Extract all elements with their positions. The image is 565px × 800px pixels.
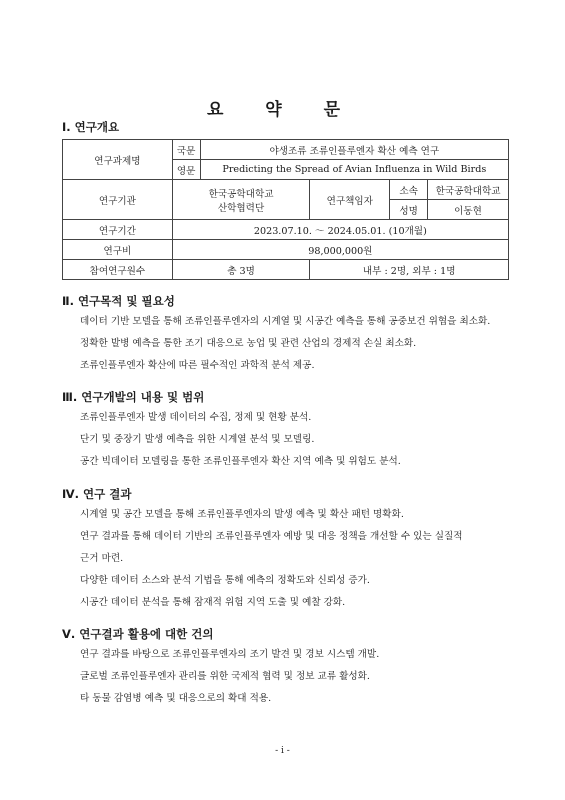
affiliation-label: 소속 (390, 180, 428, 200)
period-value: 2023.07.10. ～ 2024.05.01. (10개월) (172, 220, 508, 240)
english-title: Predicting the Spread of Avian Influenza in Wild Birds (200, 160, 508, 180)
results-line: 연구 결과를 통해 데이터 기반의 조류인플루엔자 예방 및 대응 정책을 개선할 수 있는 실질적 (80, 531, 463, 542)
institution-label: 연구기관 (63, 180, 173, 220)
results-line: 다양한 데이터 소스와 분석 기법을 통해 예측의 정확도와 신뢰성 증가. (80, 575, 370, 586)
scope-line: 조류인플루엔자 발생 데이터의 수집, 정제 및 현황 분석. (80, 412, 312, 423)
results-line: 시계열 및 공간 모델을 통해 조류인플루엔자의 발생 예측 및 확산 패턴 명확화. (80, 509, 404, 520)
institution-value-line-1: 한국공학대학교 (208, 188, 274, 200)
purpose-line: 데이터 기반 모델을 통해 조류인플루엔자의 시계열 및 시공간 예측을 통해 공중보건 위협을 최소화. (80, 316, 491, 327)
purpose-line: 조류인플루엔자 확산에 따른 필수적인 과학적 분석 제공. (80, 360, 315, 371)
page-number: - i - (275, 746, 290, 756)
affiliation-value: 한국공학대학교 (428, 180, 509, 200)
name-value: 이동현 (428, 200, 509, 220)
researchers-label: 참여연구원수 (63, 260, 173, 280)
researchers-breakdown: 내부 : 2명, 외부 : 1명 (310, 260, 509, 280)
korean-title: 야생조류 조류인플루엔자 확산 예측 연구 (200, 140, 508, 160)
section-heading-results: Ⅳ. 연구 결과 (62, 487, 132, 501)
korean-label: 국문 (172, 140, 200, 160)
section-heading-overview: Ⅰ. 연구개요 (62, 120, 120, 134)
results-line: 근거 마련. (80, 553, 124, 564)
budget-label: 연구비 (63, 240, 173, 260)
scope-line: 공간 빅데이터 모델링을 통한 조류인플루엔자 확산 지역 예측 및 위험도 분석. (80, 456, 401, 467)
english-label: 영문 (172, 160, 200, 180)
page-title: 요 약 문 (206, 100, 359, 120)
recommendation-line: 연구 결과를 바탕으로 조류인플루엔자의 조기 발견 및 경보 시스템 개발. (80, 649, 380, 660)
results-line: 시공간 데이터 분석을 통해 잠재적 위험 지역 도출 및 예찰 강화. (80, 597, 346, 608)
name-label: 성명 (390, 200, 428, 220)
scope-line: 단기 및 중장기 발생 예측을 위한 시계열 분석 및 모델링. (80, 434, 315, 445)
researchers-total: 총 3명 (172, 260, 310, 280)
section-heading-purpose: Ⅱ. 연구목적 및 필요성 (62, 294, 175, 308)
project-name-label: 연구과제명 (63, 140, 173, 180)
budget-value: 98,000,000원 (172, 240, 508, 260)
overview-table (62, 139, 509, 280)
purpose-line: 정확한 발병 예측을 통한 조기 대응으로 농업 및 관련 산업의 경제적 손실 최소화. (80, 338, 417, 349)
section-heading-scope: Ⅲ. 연구개발의 내용 및 범위 (62, 390, 205, 404)
recommendation-line: 타 동물 감염병 예측 및 대응으로의 확대 적용. (80, 693, 272, 704)
recommendation-line: 글로벌 조류인플루엔자 관리를 위한 국제적 협력 및 정보 교류 활성화. (80, 671, 370, 682)
section-heading-recommendations: Ⅴ. 연구결과 활용에 대한 건의 (62, 627, 214, 641)
institution-value-line-2: 산학협력단 (217, 202, 265, 214)
pi-label: 연구책임자 (310, 180, 390, 220)
institution-value (172, 180, 310, 220)
period-label: 연구기간 (63, 220, 173, 240)
